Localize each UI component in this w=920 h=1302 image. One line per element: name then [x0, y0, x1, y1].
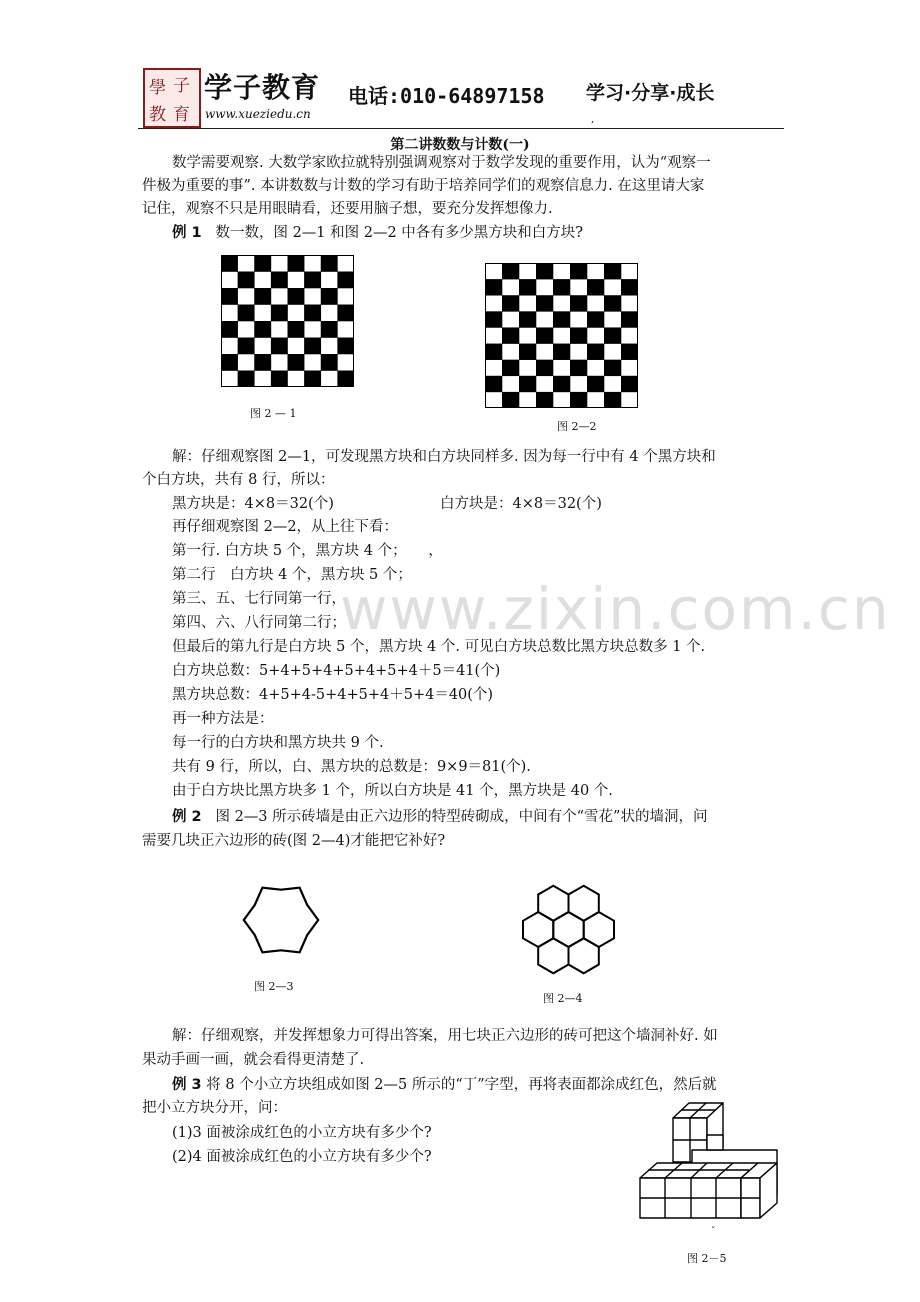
example3-question [172, 1074, 717, 1097]
solution-line: 黑方块总数：4+5+4-5+4+5+4＋5+4＝40(个) [172, 687, 494, 703]
black-square [519, 344, 536, 360]
black-square [485, 376, 502, 392]
solution-line: 再仔细观察图 2—2，从上往下看： [172, 519, 399, 535]
black-square [502, 295, 519, 311]
black-square [519, 311, 536, 327]
header-dot: , [591, 114, 595, 125]
black-square [519, 376, 536, 392]
phone-number: 电话:010-64897158 [348, 84, 545, 108]
black-count-1: 黑方块是：4×8＝32(个) [172, 496, 334, 512]
example2-text-2: 需要几块正六边形的砖(图 2—4)才能把它补好? [142, 833, 446, 849]
black-square [502, 263, 519, 279]
logo-char: 育 [173, 105, 190, 125]
example3-q1: (1)3 面被涂成红色的小立方块有多少个? [172, 1125, 432, 1141]
black-square [304, 371, 321, 388]
black-square [570, 327, 587, 343]
solution-line: 解：仔细观察图 2—1，可发现黑方块和白方块同样多. 因为每一行中有 4 个黑方块和 [172, 449, 716, 465]
black-square [337, 338, 354, 355]
example3-text-2: 把小立方块分开，问： [142, 1100, 287, 1116]
black-square [553, 344, 570, 360]
black-square [485, 344, 502, 360]
snowflake-outline [244, 888, 318, 953]
hexagon-tile [538, 886, 568, 921]
slogan: 学习·分享·成长 [586, 82, 715, 104]
black-square [288, 354, 305, 371]
black-square [536, 360, 553, 376]
black-square [553, 311, 570, 327]
solution-line: 再一种方法是： [172, 711, 274, 727]
black-square [321, 354, 338, 371]
black-square [221, 255, 238, 272]
solution-line: 果动手画一画，就会看得更清楚了. [142, 1052, 365, 1068]
figure-2-5-cube-t-shape [637, 1100, 782, 1225]
example1-text: 数一数，图 2—1 和图 2—2 中各有多少黑方块和白方块? [215, 225, 584, 241]
black-square [519, 279, 536, 295]
solution-line: 个白方块，共有 8 行，所以： [142, 472, 335, 488]
figure-2-2-checkerboard [485, 263, 638, 408]
black-square [254, 288, 271, 305]
black-square [221, 288, 238, 305]
figure-2-5-caption: 图 2－5 [687, 1252, 727, 1265]
logo-char: 教 [149, 105, 166, 125]
example3-label: 例 3 [172, 1077, 202, 1093]
black-square [570, 295, 587, 311]
figure-2-2-caption: 图 2—2 [557, 420, 597, 433]
black-square [621, 311, 638, 327]
black-square [587, 376, 604, 392]
black-square [604, 295, 621, 311]
black-square [304, 338, 321, 355]
black-square [570, 263, 587, 279]
figure-2-3-caption: 图 2—3 [254, 980, 294, 993]
hexagon-tile [538, 938, 568, 973]
black-square [271, 371, 288, 388]
black-square [536, 295, 553, 311]
black-square [621, 279, 638, 295]
black-square [604, 327, 621, 343]
black-square [238, 305, 255, 322]
black-square [221, 321, 238, 338]
black-square [502, 360, 519, 376]
black-square [536, 263, 553, 279]
figure-stray-mark: ˇ [711, 1227, 716, 1237]
black-square [621, 376, 638, 392]
black-square [321, 288, 338, 305]
black-square [288, 255, 305, 272]
black-square [604, 392, 621, 408]
black-square [288, 321, 305, 338]
black-square [221, 354, 238, 371]
solution-line: 第二行 白方块 4 个，黑方块 5 个； [172, 567, 412, 583]
solution-line: 白方块总数：5+4+5+4+5+4+5+4＋5＝41(个) [172, 663, 501, 679]
black-square [621, 344, 638, 360]
intro-line: 记住，观察不只是用眼睛看，还要用脑子想，要充分发挥想像力. [142, 201, 553, 217]
example2-text: 图 2—3 所示砖墙是由正六边形的特型砖砌成，中间有个“雪花”状的墙洞，问 [215, 809, 708, 825]
black-square [570, 360, 587, 376]
figure-2-1-checkerboard [221, 255, 354, 387]
black-square [587, 311, 604, 327]
watermark: www.zixin.com.cn [340, 575, 891, 643]
black-square [271, 305, 288, 322]
hexagon-tile [569, 938, 599, 973]
black-square [321, 255, 338, 272]
board2-cells [485, 263, 638, 408]
brand-url: www.xueziedu.cn [205, 107, 311, 121]
solution-line: 第四、六、八行同第二行； [172, 615, 346, 631]
intro-line: 件极为重要的事”. 本讲数数与计数的学习有助于培养同学们的观察信息力. 在这里请大家 [142, 178, 705, 194]
hexagon-tile [569, 886, 599, 921]
black-square [502, 327, 519, 343]
figure-2-1-caption: 图 2 — 1 [250, 407, 297, 420]
black-square [553, 376, 570, 392]
black-square [485, 279, 502, 295]
page-title: 第二讲数数与计数(一) [390, 137, 530, 153]
black-square [288, 288, 305, 305]
black-square [238, 371, 255, 388]
solution-line: 由于白方块比黑方块多 1 个，所以白方块是 41 个，黑方块是 40 个. [172, 783, 613, 799]
cube-drawing [640, 1103, 777, 1218]
black-square [254, 255, 271, 272]
solution-line: 共有 9 行，所以，白、黑方块的总数是：9×9＝81(个). [172, 759, 531, 775]
example3-text: 将 8 个小立方块组成如图 2—5 所示的“丁”字型，再将表面都涂成红色，然后就 [206, 1077, 717, 1093]
hexagon-group [523, 886, 614, 974]
black-square [502, 392, 519, 408]
black-square [271, 272, 288, 289]
example2-label: 例 2 [172, 809, 202, 825]
black-square [304, 305, 321, 322]
black-square [604, 263, 621, 279]
black-square [570, 392, 587, 408]
solution-line: 第一行. 白方块 5 个，黑方块 4 个； ， [172, 543, 443, 559]
figure-2-4-caption: 图 2—4 [543, 992, 583, 1005]
black-square [553, 279, 570, 295]
solution-line: 第三、五、七行同第一行， [172, 591, 346, 607]
intro-line: 数学需要观察. 大数学家欧拉就特别强调观察对于数学发现的重要作用，认为“观察一 [172, 155, 711, 171]
black-square [321, 321, 338, 338]
black-square [604, 360, 621, 376]
header-divider [138, 128, 784, 129]
black-square [337, 371, 354, 388]
example1-question [172, 222, 583, 245]
example2-question [172, 806, 707, 829]
black-square [304, 272, 321, 289]
board1-cells [221, 255, 354, 387]
logo-char: 學 [149, 78, 166, 98]
example1-label: 例 1 [172, 225, 202, 241]
solution-line: 但最后的第九行是白方块 5 个，黑方块 4 个. 可见白方块总数比黑方块总数多 1 个. [172, 639, 706, 655]
black-square [536, 327, 553, 343]
black-square [271, 338, 288, 355]
black-square [587, 344, 604, 360]
black-square [337, 272, 354, 289]
brand-name: 学子教育 [204, 71, 321, 104]
black-square [254, 321, 271, 338]
white-count-1: 白方块是：4×8＝32(个) [440, 496, 602, 512]
black-square [536, 392, 553, 408]
logo [143, 68, 201, 128]
black-square [238, 338, 255, 355]
figure-2-4-hexagon-tiles [513, 878, 624, 981]
black-square [485, 311, 502, 327]
solution-line: 每一行的白方块和黑方块共 9 个. [172, 735, 384, 751]
example3-q2: (2)4 面被涂成红色的小立方块有多少个? [172, 1149, 432, 1165]
black-square [254, 354, 271, 371]
solution-line: 解：仔细观察，并发挥想象力可得出答案，用七块正六边形的砖可把这个墙洞补好. 如 [172, 1028, 718, 1044]
black-square [238, 272, 255, 289]
black-square [587, 279, 604, 295]
figure-2-3-snowflake-hole [224, 867, 339, 973]
logo-char: 子 [173, 76, 190, 96]
black-square [337, 305, 354, 322]
